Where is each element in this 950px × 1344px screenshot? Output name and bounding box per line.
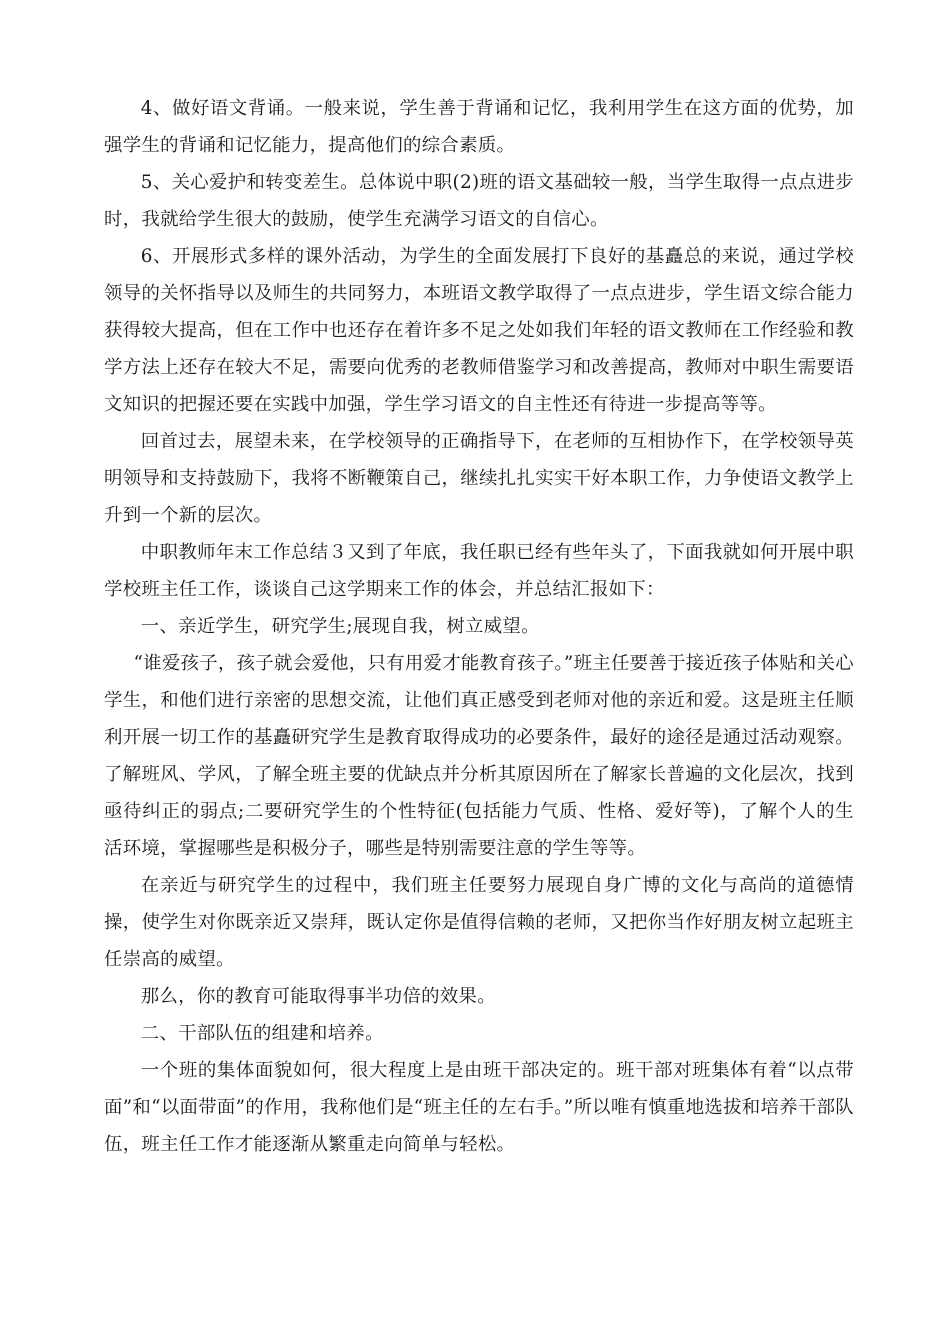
paragraph-class-cadres: 一个班的集体面貌如何，很大程度上是由班干部决定的。班干部对班集体有着“以点带面”和“以面带面”的作用，我称他们是“班主任的左右手。”所以唯有慎重地选拔和培养干部队伍，班主任工作才能逐渐从繁重走向简单与轻松。 [104,1060,854,1155]
paragraph-looking-back: 回首过去，展望未来，在学校领导的正确指导下，在老师的互相协作下，在学校领导英明领导和支持鼓励下，我将不断鞭策自己，继续扎扎实实干好本职工作，力争使语文教学上升到一个新的层次。 [104,431,854,526]
document-body [104,90,854,1163]
paragraph-care-for-students: 5、关心爱护和转变差生。总体说中职(2)班的语文基础较一般，当学生取得一点点进步时，我就给学生很大的鼓励，使学生充满学习语文的自信心。 [104,172,854,230]
paragraph-year-end-summary: 中职教师年末工作总结３又到了年底，我任职已经有些年头了，下面我就如何开展中职学校班主任工作，谈谈自己这学期来工作的体会，并总结汇报如下： [104,542,854,600]
paragraph-extracurricular: 6、开展形式多样的课外活动，为学生的全面发展打下良好的基矗总的来说，通过学校领导的关怀指导以及师生的共同努力，本班语文教学取得了一点点进步，学生语文综合能力获得较大提高，但在工作中也还存在着许多不足之处如我们年轻的语文教师在工作经验和教学方法上还存在较大不足，需要向优秀的老教师借鉴学习和改善提高，教师对中职生需要语文知识的把握还要在实践中加强，学生学习语文的自主性还有待进一步提高等等。 [104,246,854,415]
paragraph-love-children: “谁爱孩子，孩子就会爱他，只有用爱才能教育孩子。”班主任要善于接近孩子体贴和关心学生，和他们进行亲密的思想交流，让他们真正感受到老师对他的亲近和爱。这是班主任顺利开展一切工作的基矗研究学生是教育取得成功的必要条件，最好的途径是通过活动观察。了解班风、学风，了解全班主要的优缺点并分析其原因所在了解家长普遍的文化层次，找到亟待纠正的弱点;二要研究学生的个性特征(包括能力气质、性格、爱好等)，了解个人的生活环境，掌握哪些是积极分子，哪些是特别需要注意的学生等等。 [104,653,854,859]
section-heading-two: 二、干部队伍的组建和培养。 [140,1023,384,1044]
section-heading-one: 一、亲近学生，研究学生;展现自我，树立威望。 [140,616,540,637]
paragraph-effect: 那么，你的教育可能取得事半功倍的效果。 [140,986,496,1007]
paragraph-recitation: 4、做好语文背诵。一般来说，学生善于背诵和记忆，我利用学生在这方面的优势，加强学生的背诵和记忆能力，提高他们的综合素质。 [104,98,854,156]
paragraph-prestige: 在亲近与研究学生的过程中，我们班主任要努力展现自身广博的文化与高尚的道德情操，使学生对你既亲近又崇拜，既认定你是值得信赖的老师，又把你当作好朋友树立起班主任崇高的威望。 [104,875,854,970]
